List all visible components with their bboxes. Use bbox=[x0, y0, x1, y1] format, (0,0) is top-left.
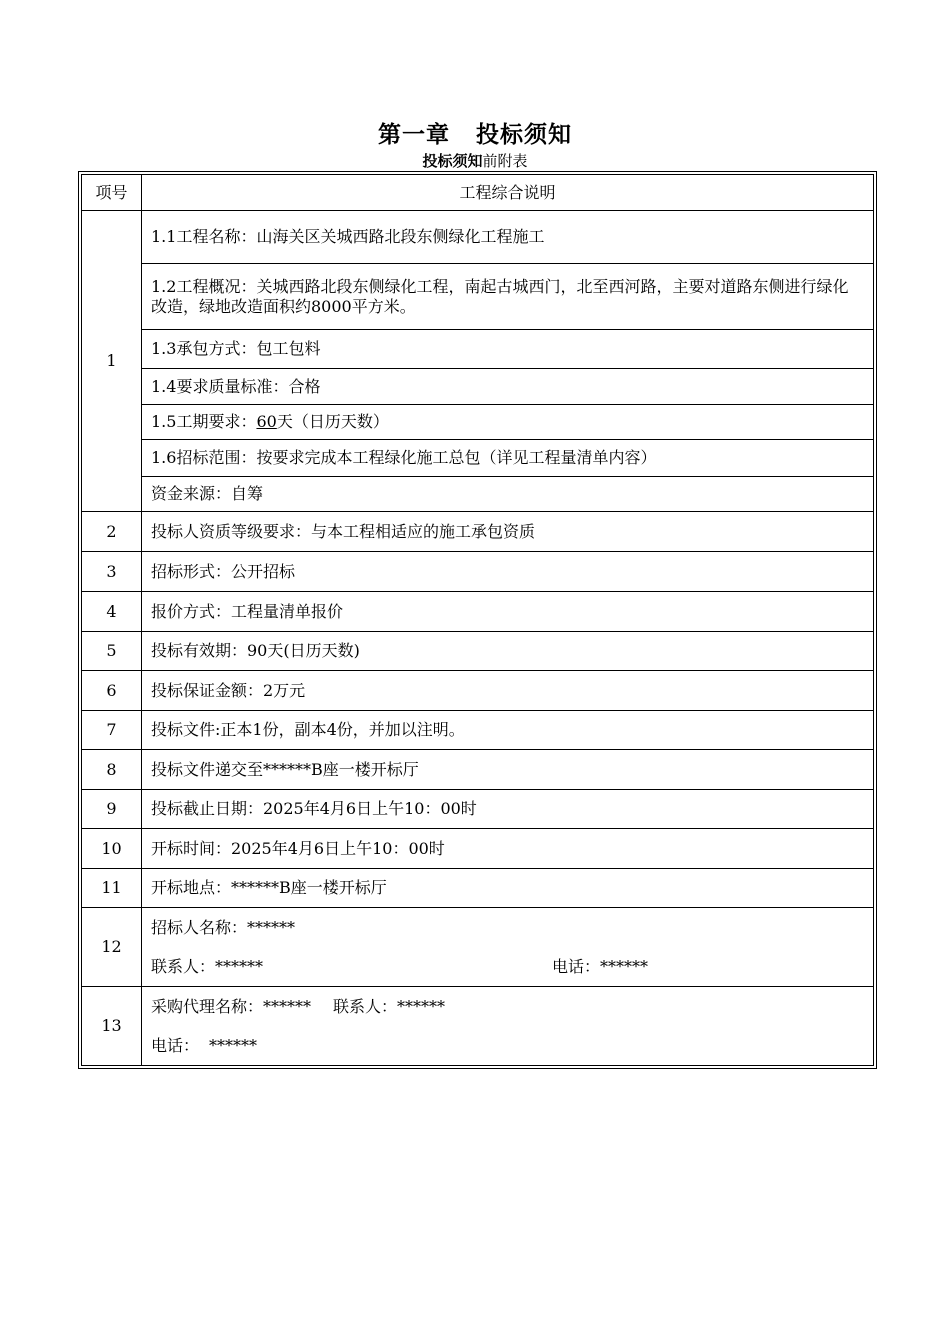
chapter-title bbox=[0, 116, 950, 149]
table-row bbox=[82, 477, 874, 512]
header-description: 工程综合说明 bbox=[142, 175, 874, 211]
bid-deadline: 投标截止日期：2025年4月6日上午10：00时 bbox=[142, 790, 874, 829]
submission-location: 投标文件递交至******B座一楼开标厅 bbox=[142, 750, 874, 790]
subtitle-bold: 投标须知 bbox=[422, 152, 483, 170]
table-row bbox=[82, 369, 874, 405]
tenderer-info bbox=[142, 908, 874, 987]
qualification-requirement: 投标人资质等级要求：与本工程相适应的施工承包资质 bbox=[142, 512, 874, 552]
table-row bbox=[82, 790, 874, 829]
item-number: 8 bbox=[82, 750, 142, 790]
agent-phone-label: 电话： bbox=[151, 1035, 200, 1055]
item-number: 9 bbox=[82, 790, 142, 829]
table-row bbox=[82, 632, 874, 671]
agent-phone: ****** bbox=[209, 1035, 258, 1055]
tenderer-phone: 电话：****** bbox=[551, 956, 648, 976]
chapter-number: 第一章 bbox=[378, 122, 450, 148]
funding-source: 资金来源：自筹 bbox=[142, 477, 874, 512]
item-number: 3 bbox=[82, 552, 142, 592]
item-number: 6 bbox=[82, 671, 142, 711]
agent-name: 采购代理名称：****** bbox=[151, 996, 312, 1016]
agent-info bbox=[142, 987, 874, 1066]
bidding-form: 招标形式：公开招标 bbox=[142, 552, 874, 592]
tenderer-contact-line bbox=[151, 947, 864, 986]
item-number: 1 bbox=[82, 211, 142, 512]
subtitle-rest: 前附表 bbox=[482, 152, 528, 170]
duration-days: 60 bbox=[256, 412, 277, 431]
tenderer-name: 招标人名称：****** bbox=[151, 917, 296, 937]
table-subtitle bbox=[0, 150, 950, 171]
agent-contact: 联系人：****** bbox=[333, 996, 446, 1016]
item-number: 10 bbox=[82, 829, 142, 869]
item-number: 5 bbox=[82, 632, 142, 671]
table-row bbox=[82, 869, 874, 908]
table-header-row bbox=[82, 175, 874, 211]
table-row bbox=[82, 552, 874, 592]
duration-requirement: 1.5工期要求：60天（日历天数） bbox=[142, 405, 874, 440]
instructions-table bbox=[81, 174, 874, 1066]
table-row bbox=[82, 671, 874, 711]
chapter-name: 投标须知 bbox=[476, 122, 572, 148]
table-row bbox=[82, 512, 874, 552]
table-row bbox=[82, 440, 874, 477]
bid-documents: 投标文件:正本1份，副本4份，并加以注明。 bbox=[142, 711, 874, 750]
table-row bbox=[82, 829, 874, 869]
project-overview: 1.2工程概况：关城西路北段东侧绿化工程，南起古城西门，北至西河路，主要对道路东侧进行绿化改造，绿地改造面积约8000平方米。 bbox=[142, 264, 874, 330]
item-number: 13 bbox=[82, 987, 142, 1066]
opening-location: 开标地点：******B座一楼开标厅 bbox=[142, 869, 874, 908]
table-row bbox=[82, 592, 874, 632]
item-number: 12 bbox=[82, 908, 142, 987]
bid-bond: 投标保证金额：2万元 bbox=[142, 671, 874, 711]
bid-validity: 投标有效期：90天(日历天数) bbox=[142, 632, 874, 671]
table-row bbox=[82, 405, 874, 440]
table-row bbox=[82, 750, 874, 790]
agent-line bbox=[151, 987, 864, 1026]
header-item-number: 项号 bbox=[82, 175, 142, 211]
item-number: 7 bbox=[82, 711, 142, 750]
opening-time: 开标时间：2025年4月6日上午10：00时 bbox=[142, 829, 874, 869]
quality-standard: 1.4要求质量标准：合格 bbox=[142, 369, 874, 405]
item-number: 4 bbox=[82, 592, 142, 632]
quotation-method: 报价方式：工程量清单报价 bbox=[142, 592, 874, 632]
table-row bbox=[82, 987, 874, 1066]
table-row bbox=[82, 908, 874, 987]
item-number: 2 bbox=[82, 512, 142, 552]
tenderer-contact: 联系人：****** bbox=[151, 956, 264, 976]
bidding-scope: 1.6招标范围：按要求完成本工程绿化施工总包（详见工程量清单内容） bbox=[142, 440, 874, 477]
table-row bbox=[82, 330, 874, 369]
table-row bbox=[82, 264, 874, 330]
table-row bbox=[82, 711, 874, 750]
contract-method: 1.3承包方式：包工包料 bbox=[142, 330, 874, 369]
item-number: 11 bbox=[82, 869, 142, 908]
project-name: 1.1工程名称：山海关区关城西路北段东侧绿化工程施工 bbox=[142, 211, 874, 264]
agent-phone-line bbox=[151, 1026, 864, 1065]
instructions-table-frame bbox=[78, 171, 877, 1069]
table-row bbox=[82, 211, 874, 264]
